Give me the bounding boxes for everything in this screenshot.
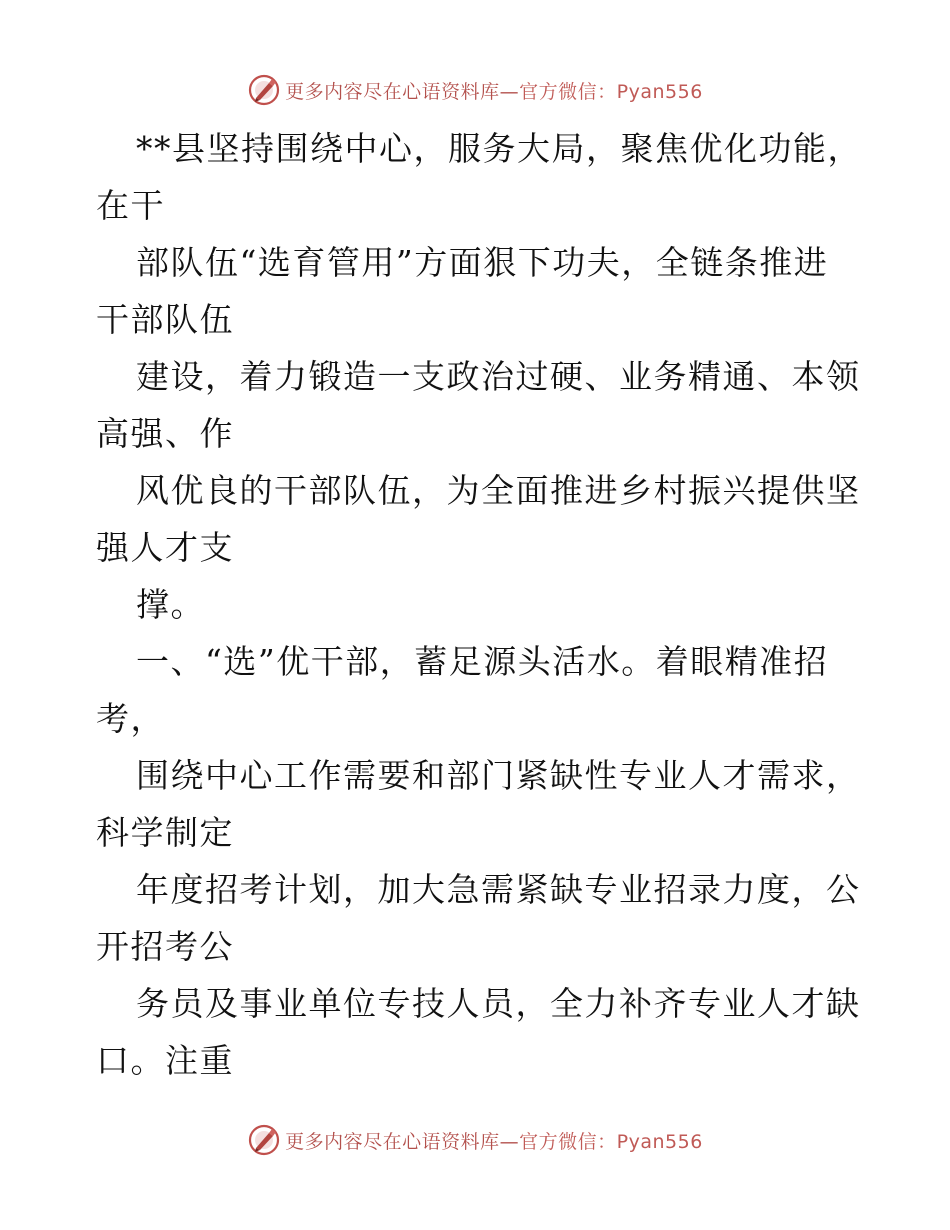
text-line: 强人才支 <box>96 528 234 567</box>
text-line: 年度招考计划，加大急需紧缺专业招录力度，公 <box>136 870 861 909</box>
text-line: 考， <box>96 699 165 738</box>
banner-dash: — <box>499 1130 520 1153</box>
banner-wechat-text: 官方微信：Pyan556 <box>519 1130 703 1153</box>
text-line: 干部队伍 <box>96 300 234 339</box>
text-line: 科学制定 <box>96 813 234 852</box>
banner-dash: — <box>499 80 520 103</box>
footer-banner <box>0 1120 950 1160</box>
text-line: 开招考公 <box>96 927 234 966</box>
text-line: 口。注重 <box>96 1041 234 1080</box>
banner-main-text: 更多内容尽在心语资料库 <box>285 1130 500 1153</box>
pen-logo-icon <box>247 1123 281 1157</box>
text-line: **县坚持围绕中心，服务大局，聚焦优化功能， <box>136 129 862 168</box>
text-line: 部队伍“选育管用”方面狠下功夫，全链条推进 <box>136 243 829 282</box>
text-line: 在干 <box>96 186 165 225</box>
footer-banner-text <box>285 1127 703 1154</box>
text-line: 围绕中心工作需要和部门紧缺性专业人才需求， <box>136 756 861 795</box>
pen-logo-icon <box>247 73 281 107</box>
document-body <box>96 120 866 1089</box>
text-line: 建设，着力锻造一支政治过硬、业务精通、本领 <box>136 357 861 396</box>
text-line: 撑。 <box>136 585 205 624</box>
text-line: 一、“选”优干部，蓄足源头活水。着眼精准招 <box>136 642 829 681</box>
text-line: 高强、作 <box>96 414 234 453</box>
text-line: 风优良的干部队伍，为全面推进乡村振兴提供坚 <box>136 471 861 510</box>
header-banner <box>0 70 950 110</box>
banner-main-text: 更多内容尽在心语资料库 <box>285 80 500 103</box>
header-banner-text <box>285 77 703 104</box>
text-line: 务员及事业单位专技人员，全力补齐专业人才缺 <box>136 984 861 1023</box>
banner-wechat-text: 官方微信：Pyan556 <box>519 80 703 103</box>
